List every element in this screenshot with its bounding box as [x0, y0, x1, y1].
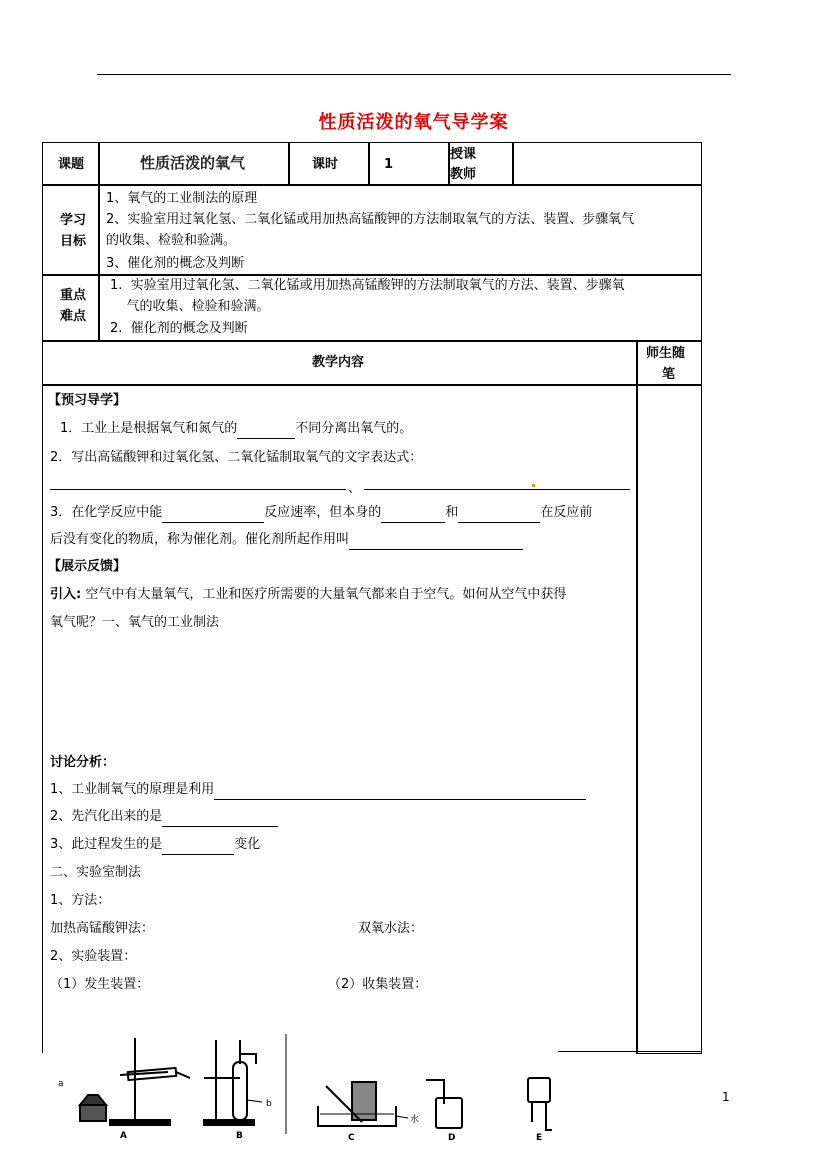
page-number: 1	[722, 1090, 730, 1104]
question-1-text-b: 不同分离出氧气的。	[295, 421, 413, 436]
period-value-cell	[368, 142, 450, 186]
discussion-3-blank[interactable]	[162, 840, 234, 855]
question-3-text-e: 后没有变化的物质，称为催化剂。催化剂所起作用叫	[50, 532, 350, 547]
period-value: 1	[384, 157, 394, 172]
discussion-2	[50, 806, 278, 827]
keypoints-label-1: 重点	[60, 288, 87, 303]
discussion-heading: 讨论分析：	[50, 755, 116, 770]
question-1-text-a: 1．工业上是根据氧气和氮气的	[60, 421, 238, 436]
keypoint-1-cont: 气的收集、检验和验满。	[110, 299, 270, 314]
page-title: 性质活泼的氧气导学案	[318, 112, 509, 133]
apparatus-d	[426, 1080, 462, 1128]
discussion-1-text: 1、工业制氧气的原理是利用	[50, 782, 215, 797]
apparatus-label-c: C	[348, 1133, 355, 1143]
intro-label: 引入:	[50, 587, 82, 602]
question-2-separator: 、	[348, 481, 362, 496]
period-label: 课时	[312, 157, 339, 172]
question-2-blank-2[interactable]	[364, 489, 630, 490]
apparatus-b	[204, 1040, 262, 1125]
question-3-cont	[50, 529, 523, 550]
goal-3: 3、催化剂的概念及判断	[106, 256, 245, 271]
apparatus-b: （2）收集装置：	[328, 977, 428, 992]
discussion-1	[50, 779, 586, 800]
notes-header-2: 笔	[662, 367, 676, 382]
apparatus-label-d: D	[448, 1133, 456, 1143]
goal-2: 2、实验室用过氧化氢、二氧化锰或用加热高锰酸钾的方法制取氧气的方法、装置、步骤氧气	[106, 212, 635, 227]
teacher-value-cell	[512, 142, 702, 186]
question-1-blank[interactable]	[237, 424, 295, 439]
apparatus-b-label: b	[266, 1099, 272, 1109]
topic-label: 课题	[58, 157, 85, 172]
discussion-2-text: 2、先汽化出来的是	[50, 809, 163, 824]
question-3-blank-1[interactable]	[162, 508, 264, 523]
question-3-text-b: 反应速率，但本身的	[264, 505, 382, 520]
goals-label-1: 学习	[60, 213, 87, 228]
header-rule	[97, 74, 731, 75]
notes-cell	[636, 384, 702, 1054]
question-3	[50, 502, 592, 523]
intro-text: 空气中有大量氧气，工业和医疗所需要的大量氧气都来自于空气。如何从空气中获得	[81, 587, 567, 602]
question-2-blank-1[interactable]	[50, 489, 346, 490]
question-2: 2．写出高锰酸钾和过氧化氢、二氧化锰制取氧气的文字表达式：	[50, 450, 423, 465]
discussion-2-blank[interactable]	[162, 812, 278, 827]
question-3-blank-3[interactable]	[458, 508, 540, 523]
question-3-text-d: 在反应前	[540, 505, 593, 520]
apparatus-e	[528, 1078, 552, 1130]
intro-line-2: 氧气呢？一、氧气的工业制法	[50, 615, 220, 630]
question-3-blank-4[interactable]	[349, 535, 523, 550]
apparatus-heading: 2、实验装置：	[50, 949, 137, 964]
apparatus-label-b: B	[236, 1131, 243, 1141]
section-2-heading: 二、实验室制法	[50, 865, 142, 880]
apparatus-c	[318, 1082, 408, 1126]
discussion-3-text-a: 3、此过程发生的是	[50, 837, 163, 852]
discussion-1-blank[interactable]	[214, 785, 586, 800]
discussion-3-text-b: 变化	[234, 837, 261, 852]
discussion-3	[50, 834, 260, 855]
question-3-blank-2[interactable]	[381, 508, 445, 523]
apparatus-figure	[40, 1030, 600, 1146]
method-heading: 1、方法：	[50, 893, 111, 908]
question-3-text-c: 和	[445, 505, 459, 520]
method-a: 加热高锰酸钾法：	[50, 921, 155, 936]
teacher-label-2: 教师	[450, 167, 477, 182]
method-b: 双氧水法：	[358, 921, 424, 936]
display-heading: 【展示反馈】	[48, 559, 127, 574]
apparatus-a	[80, 1038, 190, 1125]
question-3-text-a: 3．在化学反应中能	[50, 505, 163, 520]
goal-1: 1、氧气的工业制法的原理	[106, 191, 258, 206]
notes-header-1: 师生随	[646, 346, 686, 361]
apparatus-label-a: A	[120, 1131, 127, 1141]
keypoint-1: 1. 实验室用过氧化氢、二氧化锰或用加热高锰酸钾的方法制取氧气的方法、装置、步骤氧	[110, 278, 625, 293]
preview-heading: 【预习导学】	[48, 393, 127, 408]
apparatus-a-label: a	[58, 1079, 64, 1089]
apparatus-label-e: E	[536, 1133, 543, 1143]
intro-line-1	[50, 584, 566, 605]
question-1	[60, 418, 412, 439]
stray-mark	[532, 484, 535, 487]
apparatus-water-label: 水	[410, 1115, 420, 1125]
teacher-label-1: 授课	[450, 147, 477, 162]
keypoint-2: 2. 催化剂的概念及判断	[110, 321, 248, 336]
goal-2-cont: 的收集、检验和验满。	[106, 233, 237, 248]
keypoints-label-2: 难点	[60, 309, 87, 324]
topic-value: 性质活泼的氧气	[140, 154, 246, 172]
apparatus-a: （1）发生装置：	[50, 977, 150, 992]
content-header: 教学内容	[312, 355, 365, 370]
goals-label-2: 目标	[60, 234, 87, 249]
